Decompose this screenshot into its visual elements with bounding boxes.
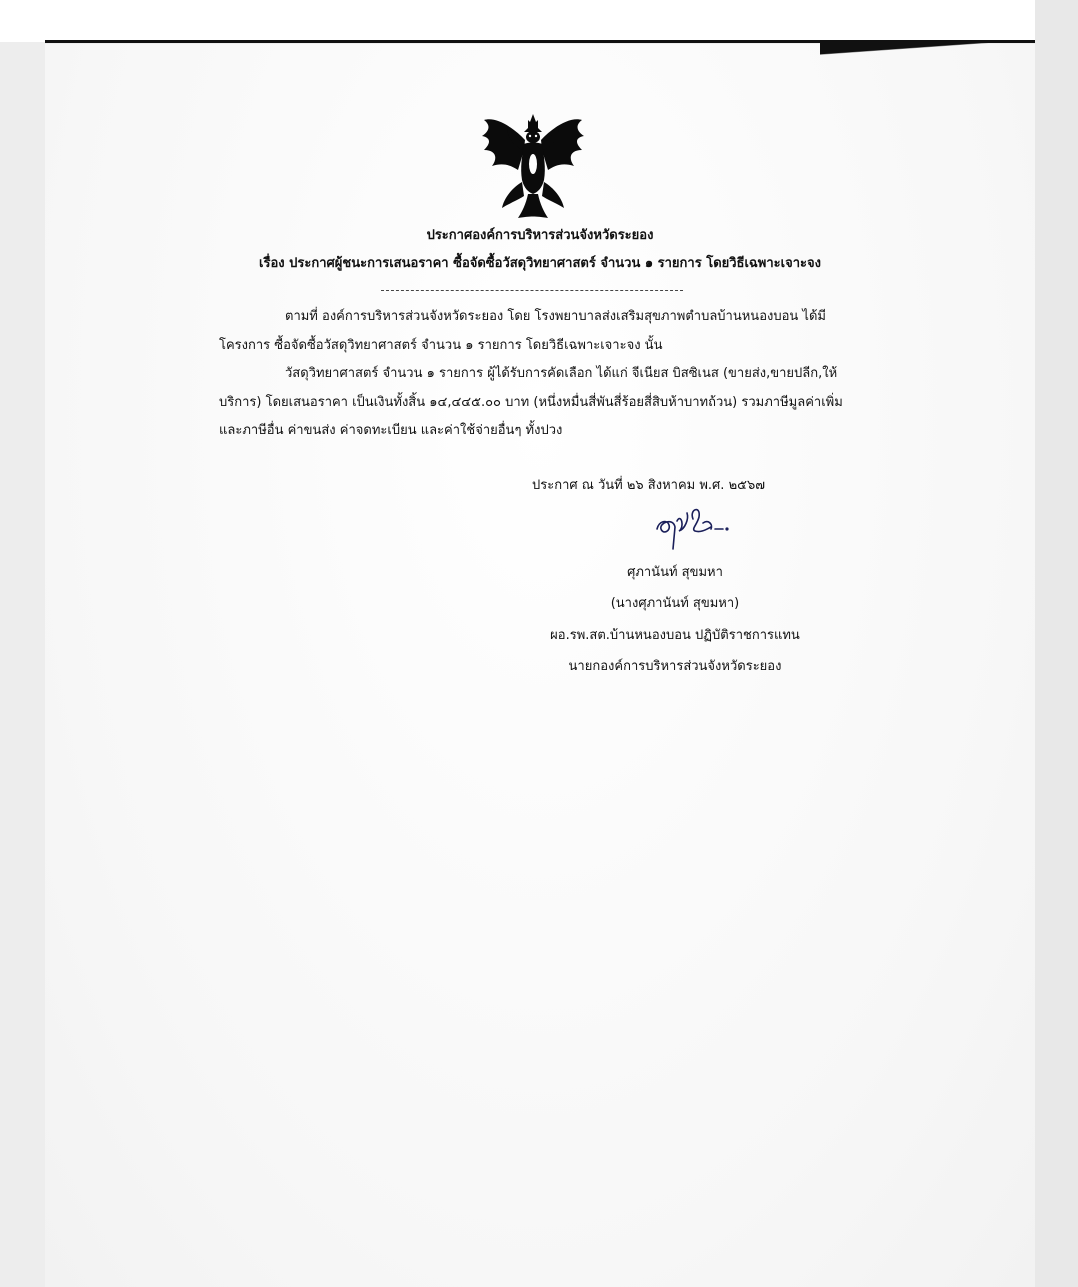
paragraph-2-line-3: และภาษีอื่น ค่าขนส่ง ค่าจดทะเบียน และค่าใช้จ่ายอื่นๆ ทั้งปวง: [219, 423, 563, 438]
document-subject: เรื่อง ประกาศผู้ชนะการเสนอราคา ซื้อจัดซื้อวัสดุวิทยาศาสตร์ จำนวน ๑ รายการ โดยวิธีเฉพาะเจาะจง: [259, 256, 821, 271]
signer-name: ศุภานันท์ สุขมหา: [627, 565, 723, 580]
paragraph-1-line-2: โครงการ ซื้อจัดซื้อวัสดุวิทยาศาสตร์ จำนวน ๑ รายการ โดยวิธีเฉพาะเจาะจง นั้น: [219, 338, 663, 353]
paragraph-2-line-2: บริการ) โดยเสนอราคา เป็นเงินทั้งสิ้น ๑๔,๔๔๕.๐๐ บาท (หนึ่งหมื่นสี่พันสี่ร้อยสี่สิบห้าบาทถ้วน) รวมภาษีมูลค่าเพิ่ม: [219, 395, 843, 410]
left-gutter: [0, 42, 45, 1287]
organization-title: ประกาศองค์การบริหารส่วนจังหวัดระยอง: [426, 228, 654, 243]
paragraph-2-line-1: วัสดุวิทยาศาสตร์ จำนวน ๑ รายการ ผู้ได้รับการคัดเลือก ได้แก่ จีเนียส บิสซิเนส (ขายส่ง,ขายปลีก,ให้: [285, 366, 838, 381]
scanned-page[interactable]: [45, 44, 1035, 1287]
announcement-date: ประกาศ ณ วันที่ ๒๖ สิงหาคม พ.ศ. ๒๕๖๗: [532, 478, 766, 493]
handwritten-signature: [649, 499, 749, 555]
top-bar-area: [0, 0, 1035, 42]
paragraph-1-line-1: ตามที่ องค์การบริหารส่วนจังหวัดระยอง โดย โรงพยาบาลส่งเสริมสุขภาพตำบลบ้านหนองบอน ได้มี: [285, 309, 826, 324]
signer-full-name: (นางศุภานันท์ สุขมหา): [610, 596, 740, 611]
signer-position-line-1: ผอ.รพ.สต.บ้านหนองบอน ปฏิบัติราชการแทน: [550, 628, 800, 643]
garuda-emblem-icon: [478, 110, 588, 222]
scan-top-edge-shadow: [820, 40, 1035, 60]
right-gutter: [1035, 0, 1078, 1287]
signer-position-line-2: นายกองค์การบริหารส่วนจังหวัดระยอง: [568, 659, 782, 674]
title-divider: [381, 290, 683, 291]
